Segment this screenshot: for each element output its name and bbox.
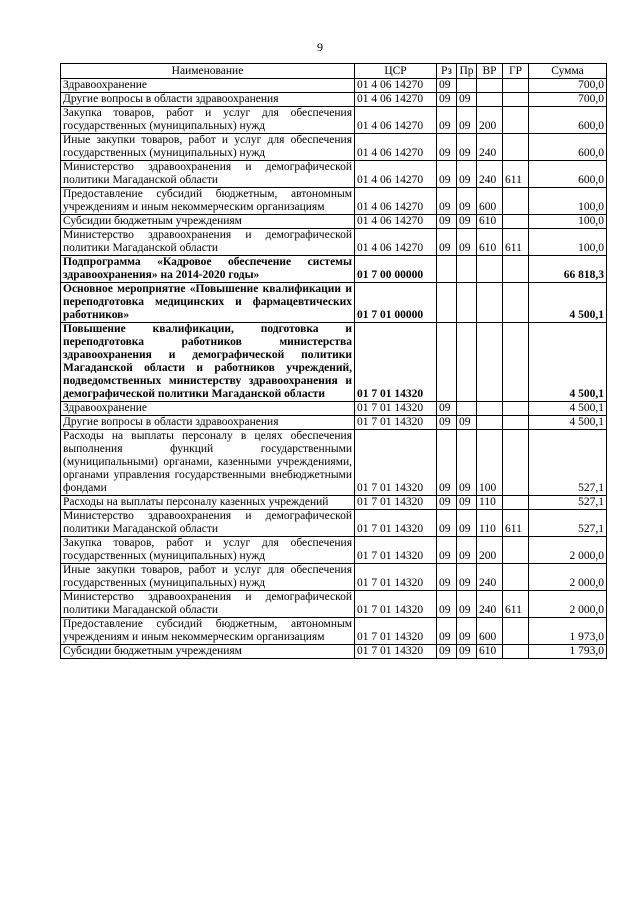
header-rz: Рз [437,64,457,79]
cell-vr: 240 [477,591,503,618]
cell-rz: 09 [437,645,457,659]
cell-sum: 2 000,0 [529,537,607,564]
cell-csr: 01 7 01 14320 [355,591,437,618]
cell-gr [503,79,529,93]
cell-gr: 611 [503,229,529,256]
cell-pr: 09 [457,229,477,256]
cell-sum: 527,1 [529,430,607,496]
page-number: 9 [317,40,323,54]
cell-csr: 01 7 01 14320 [355,618,437,645]
cell-vr [477,256,503,283]
table-row [61,215,607,229]
cell-pr: 09 [457,537,477,564]
table-row [61,430,607,496]
cell-rz: 09 [437,215,457,229]
cell-pr: 09 [457,510,477,537]
cell-gr [503,645,529,659]
cell-vr [477,402,503,416]
cell-pr: 09 [457,161,477,188]
cell-name: Закупка товаров, работ и услуг для обеспечения государственных (муниципальных) нужд [61,107,355,134]
cell-csr: 01 4 06 14270 [355,93,437,107]
cell-sum: 1 973,0 [529,618,607,645]
table-row [61,591,607,618]
cell-name: Иные закупки товаров, работ и услуг для обеспечения государственных (муниципальных) нужд [61,564,355,591]
cell-csr: 01 7 01 14320 [355,416,437,430]
cell-vr: 240 [477,134,503,161]
cell-sum: 100,0 [529,188,607,215]
cell-rz: 09 [437,79,457,93]
cell-sum: 66 818,3 [529,256,607,283]
cell-vr [477,283,503,323]
cell-pr: 09 [457,564,477,591]
cell-rz: 09 [437,416,457,430]
cell-sum: 1 793,0 [529,645,607,659]
table-row [61,564,607,591]
cell-vr [477,416,503,430]
cell-csr: 01 7 01 14320 [355,645,437,659]
cell-name: Другие вопросы в области здравоохранения [61,416,355,430]
cell-sum: 700,0 [529,93,607,107]
cell-csr: 01 4 06 14270 [355,188,437,215]
cell-gr: 611 [503,591,529,618]
cell-rz [437,323,457,402]
cell-name: Субсидии бюджетным учреждениям [61,645,355,659]
table-row [61,496,607,510]
table-row [61,229,607,256]
cell-vr: 200 [477,107,503,134]
cell-pr [457,283,477,323]
cell-gr [503,416,529,430]
cell-rz: 09 [437,93,457,107]
cell-sum: 527,1 [529,496,607,510]
table-row [61,283,607,323]
cell-gr [503,256,529,283]
cell-vr: 240 [477,161,503,188]
cell-vr: 610 [477,645,503,659]
cell-rz: 09 [437,402,457,416]
cell-vr: 240 [477,564,503,591]
cell-csr: 01 7 01 14320 [355,564,437,591]
cell-gr [503,93,529,107]
cell-pr: 09 [457,618,477,645]
cell-vr: 610 [477,229,503,256]
cell-pr: 09 [457,430,477,496]
table-row [61,510,607,537]
cell-name: Министерство здравоохранения и демографической политики Магаданской области [61,229,355,256]
cell-name: Предоставление субсидий бюджетным, автономным учреждениям и иным некоммерческим организациям [61,618,355,645]
cell-name: Основное мероприятие «Повышение квалификации и переподготовка медицинских и фармацевтических работников» [61,283,355,323]
header-vr: ВР [477,64,503,79]
header-pr: Пр [457,64,477,79]
cell-pr: 09 [457,215,477,229]
cell-pr: 09 [457,188,477,215]
cell-gr [503,537,529,564]
cell-csr: 01 4 06 14270 [355,161,437,188]
cell-vr: 610 [477,215,503,229]
table-body [61,79,607,659]
cell-rz: 09 [437,510,457,537]
table-row [61,107,607,134]
cell-gr [503,496,529,510]
cell-csr: 01 7 01 14320 [355,402,437,416]
cell-csr: 01 4 06 14270 [355,229,437,256]
cell-vr: 600 [477,618,503,645]
table-row [61,256,607,283]
cell-rz: 09 [437,229,457,256]
cell-rz: 09 [437,107,457,134]
cell-sum: 4 500,1 [529,323,607,402]
cell-csr: 01 4 06 14270 [355,79,437,93]
cell-rz: 09 [437,188,457,215]
cell-vr: 110 [477,510,503,537]
header-gr: ГР [503,64,529,79]
budget-table [60,63,607,659]
cell-name: Расходы на выплаты персоналу казенных учреждений [61,496,355,510]
table-row [61,188,607,215]
cell-gr [503,188,529,215]
cell-pr [457,256,477,283]
cell-vr: 100 [477,430,503,496]
cell-rz: 09 [437,134,457,161]
table-row [61,134,607,161]
cell-sum: 600,0 [529,161,607,188]
cell-pr [457,402,477,416]
table-header-row [61,64,607,79]
cell-pr: 09 [457,93,477,107]
cell-name: Иные закупки товаров, работ и услуг для обеспечения государственных (муниципальных) нужд [61,134,355,161]
cell-sum: 600,0 [529,134,607,161]
cell-pr: 09 [457,107,477,134]
cell-csr: 01 7 00 00000 [355,256,437,283]
cell-gr [503,430,529,496]
cell-sum: 2 000,0 [529,564,607,591]
cell-name: Повышение квалификации, подготовка и переподготовка работников министерства здравоохранения и демографической политики Магаданской области и работников учреждений, подведомственных министерству здравоохранения и демографической политики Магаданской области [61,323,355,402]
cell-gr: 611 [503,161,529,188]
cell-csr: 01 7 01 14320 [355,430,437,496]
cell-pr: 09 [457,591,477,618]
cell-vr [477,323,503,402]
header-csr: ЦСР [355,64,437,79]
cell-rz: 09 [437,537,457,564]
cell-pr [457,323,477,402]
table-row [61,161,607,188]
cell-pr: 09 [457,496,477,510]
cell-sum: 100,0 [529,229,607,256]
cell-sum: 4 500,1 [529,416,607,430]
cell-rz: 09 [437,564,457,591]
cell-name: Субсидии бюджетным учреждениям [61,215,355,229]
cell-vr: 110 [477,496,503,510]
cell-sum: 100,0 [529,215,607,229]
table-row [61,618,607,645]
cell-gr [503,564,529,591]
table-row [61,645,607,659]
header-sum: Сумма [529,64,607,79]
cell-rz [437,283,457,323]
cell-rz: 09 [437,618,457,645]
cell-name: Другие вопросы в области здравоохранения [61,93,355,107]
cell-gr [503,283,529,323]
cell-vr [477,79,503,93]
cell-name: Расходы на выплаты персоналу в целях обеспечения выполнения функций государственными (муниципальными) органами, казенными учреждениями, органами управления государственными внебюджетными фондами [61,430,355,496]
cell-csr: 01 7 01 14320 [355,323,437,402]
cell-csr: 01 4 06 14270 [355,215,437,229]
cell-name: Подпрограмма «Кадровое обеспечение системы здравоохранения» на 2014-2020 годы» [61,256,355,283]
cell-name: Закупка товаров, работ и услуг для обеспечения государственных (муниципальных) нужд [61,537,355,564]
table-row [61,93,607,107]
header-name: Наименование [61,64,355,79]
cell-rz [437,256,457,283]
cell-name: Министерство здравоохранения и демографической политики Магаданской области [61,591,355,618]
cell-sum: 2 000,0 [529,591,607,618]
cell-gr [503,402,529,416]
cell-sum: 600,0 [529,107,607,134]
cell-vr: 200 [477,537,503,564]
cell-rz: 09 [437,161,457,188]
cell-csr: 01 7 01 14320 [355,537,437,564]
cell-pr: 09 [457,416,477,430]
cell-gr [503,323,529,402]
cell-sum: 527,1 [529,510,607,537]
cell-sum: 4 500,1 [529,402,607,416]
cell-pr [457,79,477,93]
cell-sum: 4 500,1 [529,283,607,323]
cell-name: Предоставление субсидий бюджетным, автономным учреждениям и иным некоммерческим организациям [61,188,355,215]
cell-csr: 01 4 06 14270 [355,134,437,161]
cell-gr [503,134,529,161]
cell-vr [477,93,503,107]
cell-rz: 09 [437,496,457,510]
cell-gr [503,618,529,645]
cell-rz: 09 [437,591,457,618]
cell-name: Министерство здравоохранения и демографической политики Магаданской области [61,510,355,537]
cell-rz: 09 [437,430,457,496]
cell-sum: 700,0 [529,79,607,93]
cell-gr [503,215,529,229]
cell-name: Здравоохранение [61,79,355,93]
cell-csr: 01 7 01 00000 [355,283,437,323]
table-row [61,416,607,430]
cell-vr: 600 [477,188,503,215]
table-row [61,402,607,416]
table-row [61,537,607,564]
cell-name: Министерство здравоохранения и демографической политики Магаданской области [61,161,355,188]
cell-gr: 611 [503,510,529,537]
cell-csr: 01 7 01 14320 [355,496,437,510]
cell-pr: 09 [457,645,477,659]
table-row [61,79,607,93]
cell-csr: 01 7 01 14320 [355,510,437,537]
cell-pr: 09 [457,134,477,161]
table-row [61,323,607,402]
cell-csr: 01 4 06 14270 [355,107,437,134]
cell-name: Здравоохранение [61,402,355,416]
cell-gr [503,107,529,134]
